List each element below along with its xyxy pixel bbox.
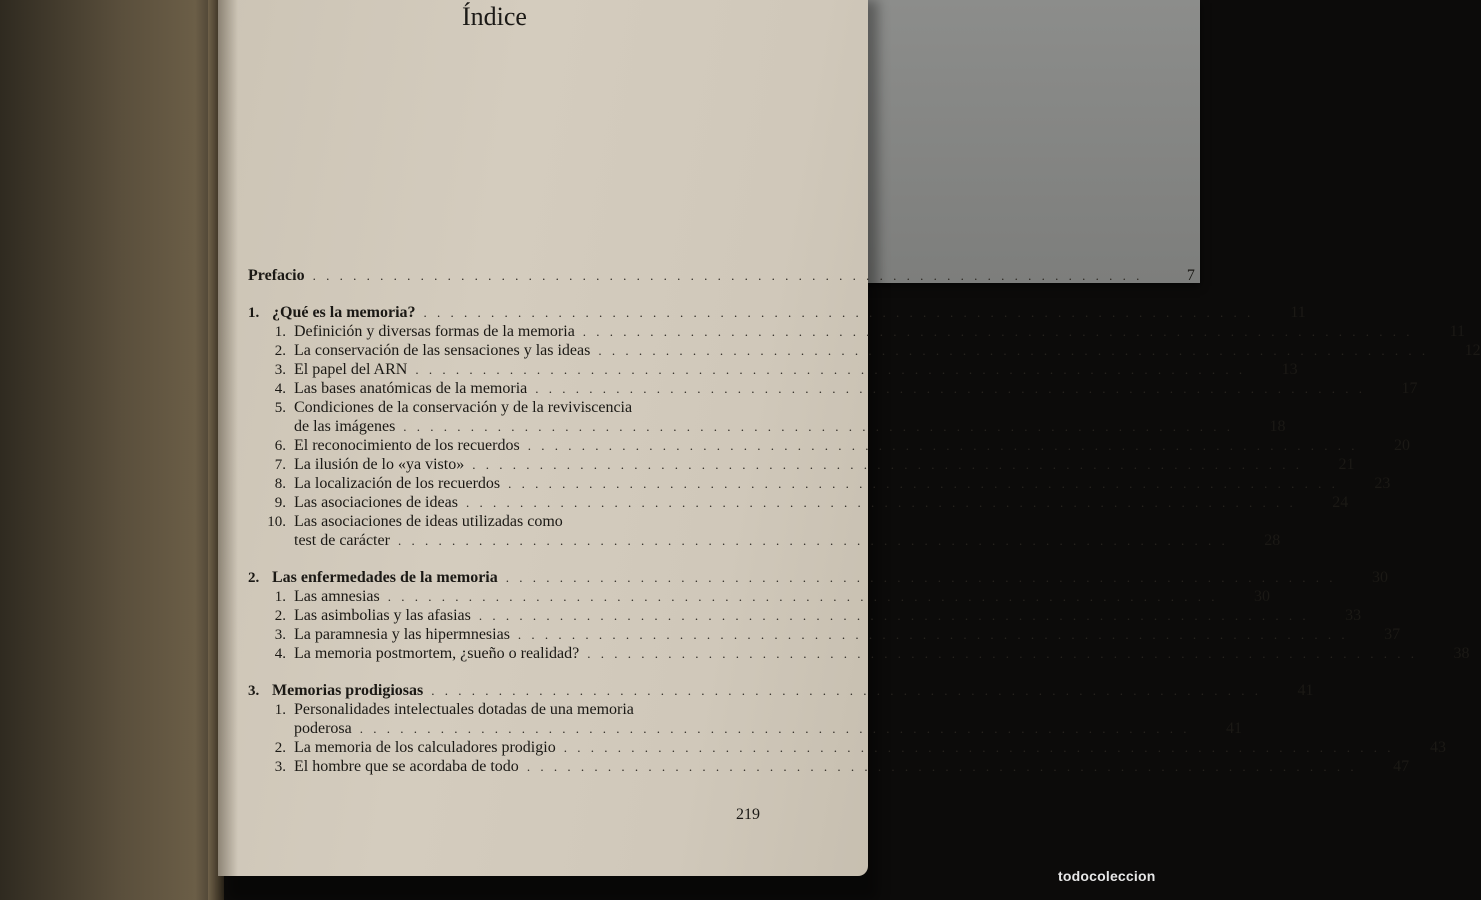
toc-entry-number: 3. — [274, 362, 286, 378]
toc-entry-title: Prefacio — [248, 267, 305, 284]
toc-entry-page: 28 — [1264, 532, 1281, 549]
toc-entry-title: La memoria de los calculadores prodigio — [294, 739, 556, 756]
toc-entry-title: La localización de los recuerdos — [294, 475, 501, 492]
dot-leader: . . . . . . . . . . . . . . . . . . . . . . . . . . . . . . . . . . . . . . . . . . . . . . . . . . . . . . . . . . . . . . — [359, 721, 1191, 736]
dot-leader: . . . . . . . . . . . . . . . . . . . . . . . . . . . . . . . . . . . . . . . . . . . . . . . . . . . . . . . . . . . . . . — [423, 305, 1254, 320]
toc-entry-title: La memoria postmortem, ¿sueño o realidad? — [294, 645, 580, 662]
toc-item — [248, 757, 1410, 776]
dot-leader: . . . . . . . . . . . . . . . . . . . . . . . . . . . . . . . . . . . . . . . . . . . . . . . . . . . . . . . . . . . . . . — [563, 740, 1394, 755]
toc-item — [248, 341, 1481, 360]
toc-item — [248, 398, 768, 417]
toc-entry-page: 30 — [1254, 588, 1270, 605]
dot-leader: . . . . . . . . . . . . . . . . . . . . . . . . . . . . . . . . . . . . . . . . . . . . . . . . . . . . . . . . . . . . . . — [587, 646, 1418, 661]
left-page — [0, 0, 222, 900]
toc-item — [248, 379, 1418, 398]
toc-entry-number: 1. — [274, 702, 286, 718]
toc-entry-number: 1. — [248, 305, 260, 321]
toc-entry-title: Las enfermedades de la memoria — [272, 569, 498, 586]
toc-entry-number: 4. — [274, 646, 286, 662]
toc-item — [248, 738, 1446, 757]
toc-entry-page: 20 — [1393, 437, 1410, 454]
toc-item — [248, 700, 768, 719]
toc-entry-title: La conservación de las sensaciones y las ideas — [294, 342, 591, 359]
toc-item — [248, 417, 1286, 436]
toc-item — [248, 625, 1401, 644]
dot-leader: . . . . . . . . . . . . . . . . . . . . . . . . . . . . . . . . . . . . . . . . . . . . . . . . . . . . . . . . . . . . . . — [312, 268, 1143, 283]
dot-leader: . . . . . . . . . . . . . . . . . . . . . . . . . . . . . . . . . . . . . . . . . . . . . . . . . . . . . . . . . . . . . . — [478, 608, 1310, 623]
toc-entry-number: 2. — [274, 740, 286, 756]
toc-entry-page: 37 — [1384, 626, 1401, 643]
toc-entry-title: El hombre que se acordaba de todo — [294, 758, 519, 775]
toc-entry-number: 5. — [274, 400, 286, 416]
toc-entry-title: Las asociaciones de ideas utilizadas como — [294, 513, 563, 530]
toc-entry-page: 21 — [1338, 456, 1355, 473]
dot-leader: . . . . . . . . . . . . . . . . . . . . . . . . . . . . . . . . . . . . . . . . . . . . . . . . . . . . . . . . . . . . . . — [431, 683, 1262, 698]
page-number: 219 — [736, 806, 760, 823]
toc-entry-number: 10. — [267, 514, 286, 530]
toc-item — [248, 436, 1410, 455]
dot-leader: . . . . . . . . . . . . . . . . . . . . . . . . . . . . . . . . . . . . . . . . . . . . . . . . . . . . . . . . . . . . . . — [505, 570, 1336, 585]
toc-chapter — [248, 303, 1306, 322]
toc-entry-title: Condiciones de la conservación y de la reviviscencia — [294, 399, 633, 416]
toc-item — [248, 493, 1349, 512]
toc-entry-page: 11 — [1449, 323, 1466, 340]
dot-leader: . . . . . . . . . . . . . . . . . . . . . . . . . . . . . . . . . . . . . . . . . . . . . . . . . . . . . . . . . . . . . . — [598, 343, 1429, 358]
toc-entry-number: 4. — [274, 381, 286, 397]
section-gap — [248, 285, 768, 303]
toc-chapter — [248, 681, 1314, 700]
toc-entry-number: 3. — [274, 759, 286, 775]
toc-entry-page: 24 — [1332, 494, 1349, 511]
toc-entry-page: 43 — [1429, 739, 1446, 756]
toc-entry-title: de las imágenes — [294, 418, 396, 435]
toc-entry-title: Las asociaciones de ideas — [294, 494, 458, 511]
toc-item — [248, 455, 1355, 474]
toc-entry-number: 1. — [274, 589, 286, 605]
dot-leader: . . . . . . . . . . . . . . . . . . . . . . . . . . . . . . . . . . . . . . . . . . . . . . . . . . . . . . . . . . . . . . — [415, 362, 1246, 377]
dot-leader: . . . . . . . . . . . . . . . . . . . . . . . . . . . . . . . . . . . . . . . . . . . . . . . . . . . . . . . . . . . . . . — [472, 457, 1303, 472]
toc-entry-page: 11 — [1290, 304, 1306, 321]
toc-entry-page: 41 — [1297, 682, 1314, 699]
dot-leader: . . . . . . . . . . . . . . . . . . . . . . . . . . . . . . . . . . . . . . . . . . . . . . . . . . . . . . . . . . . . . . — [397, 533, 1229, 548]
toc-entry-page: 38 — [1453, 645, 1470, 662]
toc-entry-page: 13 — [1281, 361, 1298, 378]
toc-entry-title: test de carácter — [294, 532, 390, 549]
background-card — [862, 0, 1200, 283]
toc-entry-title: poderosa — [294, 720, 352, 737]
toc-entry-page: 23 — [1374, 475, 1391, 492]
toc-entry-title: Las bases anatómicas de la memoria — [294, 380, 528, 397]
toc-entry-number: 7. — [274, 457, 286, 473]
toc-entry-page: 12 — [1464, 342, 1481, 359]
watermark-text: todocoleccion — [1058, 868, 1156, 884]
table-of-contents — [248, 266, 1481, 776]
toc-item — [248, 719, 1243, 738]
dot-leader: . . . . . . . . . . . . . . . . . . . . . . . . . . . . . . . . . . . . . . . . . . . . . . . . . . . . . . . . . . . . . . — [527, 438, 1358, 453]
toc-entry-number: 3. — [274, 627, 286, 643]
toc-entry-number: 2. — [274, 608, 286, 624]
dot-leader: . . . . . . . . . . . . . . . . . . . . . . . . . . . . . . . . . . . . . . . . . . . . . . . . . . . . . . . . . . . . . . — [508, 476, 1339, 491]
dot-leader: . . . . . . . . . . . . . . . . . . . . . . . . . . . . . . . . . . . . . . . . . . . . . . . . . . . . . . . . . . . . . . — [465, 495, 1297, 510]
toc-entry-number: 9. — [274, 495, 286, 511]
toc-entry-number: 3. — [248, 683, 260, 699]
toc-entry-page: 47 — [1393, 758, 1410, 775]
toc-item — [248, 512, 768, 531]
toc-chapter — [248, 568, 1388, 587]
dot-leader: . . . . . . . . . . . . . . . . . . . . . . . . . . . . . . . . . . . . . . . . . . . . . . . . . . . . . . . . . . . . . . — [387, 589, 1218, 604]
toc-item — [248, 587, 1270, 606]
toc-entry-page: 18 — [1269, 418, 1286, 435]
toc-item — [248, 322, 1466, 341]
toc-entry-number: 8. — [274, 476, 286, 492]
toc-item — [248, 606, 1362, 625]
toc-entry-page: 17 — [1401, 380, 1418, 397]
toc-section — [248, 266, 1195, 285]
toc-entry-number: 2. — [248, 570, 260, 586]
section-gap — [248, 550, 768, 568]
toc-entry-title: ¿Qué es la memoria? — [272, 304, 416, 321]
toc-entry-title: La paramnesia y las hipermnesias — [294, 626, 510, 643]
toc-item — [248, 360, 1298, 379]
toc-item — [248, 474, 1391, 493]
toc-entry-page: 30 — [1371, 569, 1388, 586]
section-gap — [248, 663, 768, 681]
toc-item — [248, 531, 1281, 550]
dot-leader: . . . . . . . . . . . . . . . . . . . . . . . . . . . . . . . . . . . . . . . . . . . . . . . . . . . . . . . . . . . . . . — [526, 759, 1358, 774]
toc-entry-page: 41 — [1226, 720, 1243, 737]
toc-entry-title: Las asimbolias y las afasias — [294, 607, 471, 624]
toc-entry-title: El papel del ARN — [294, 361, 408, 378]
toc-entry-number: 1. — [274, 324, 286, 340]
dot-leader: . . . . . . . . . . . . . . . . . . . . . . . . . . . . . . . . . . . . . . . . . . . . . . . . . . . . . . . . . . . . . . — [517, 627, 1349, 642]
toc-entry-title: Memorias prodigiosas — [272, 682, 424, 699]
toc-entry-page: 33 — [1345, 607, 1362, 624]
toc-entry-title: Las amnesias — [294, 588, 380, 605]
toc-entry-title: Definición y diversas formas de la memoria — [294, 323, 575, 340]
toc-entry-number: 2. — [274, 343, 286, 359]
dot-leader: . . . . . . . . . . . . . . . . . . . . . . . . . . . . . . . . . . . . . . . . . . . . . . . . . . . . . . . . . . . . . . — [403, 419, 1234, 434]
toc-entry-page: 7 — [1186, 267, 1195, 284]
toc-entry-number: 6. — [274, 438, 286, 454]
dot-leader: . . . . . . . . . . . . . . . . . . . . . . . . . . . . . . . . . . . . . . . . . . . . . . . . . . . . . . . . . . . . . . — [582, 324, 1414, 339]
dot-leader: . . . . . . . . . . . . . . . . . . . . . . . . . . . . . . . . . . . . . . . . . . . . . . . . . . . . . . . . . . . . . . — [535, 381, 1366, 396]
toc-item — [248, 644, 1470, 663]
toc-entry-title: Personalidades intelectuales dotadas de una memoria — [294, 701, 634, 718]
toc-entry-title: La ilusión de lo «ya visto» — [294, 456, 465, 473]
toc-entry-title: El reconocimiento de los recuerdos — [294, 437, 520, 454]
